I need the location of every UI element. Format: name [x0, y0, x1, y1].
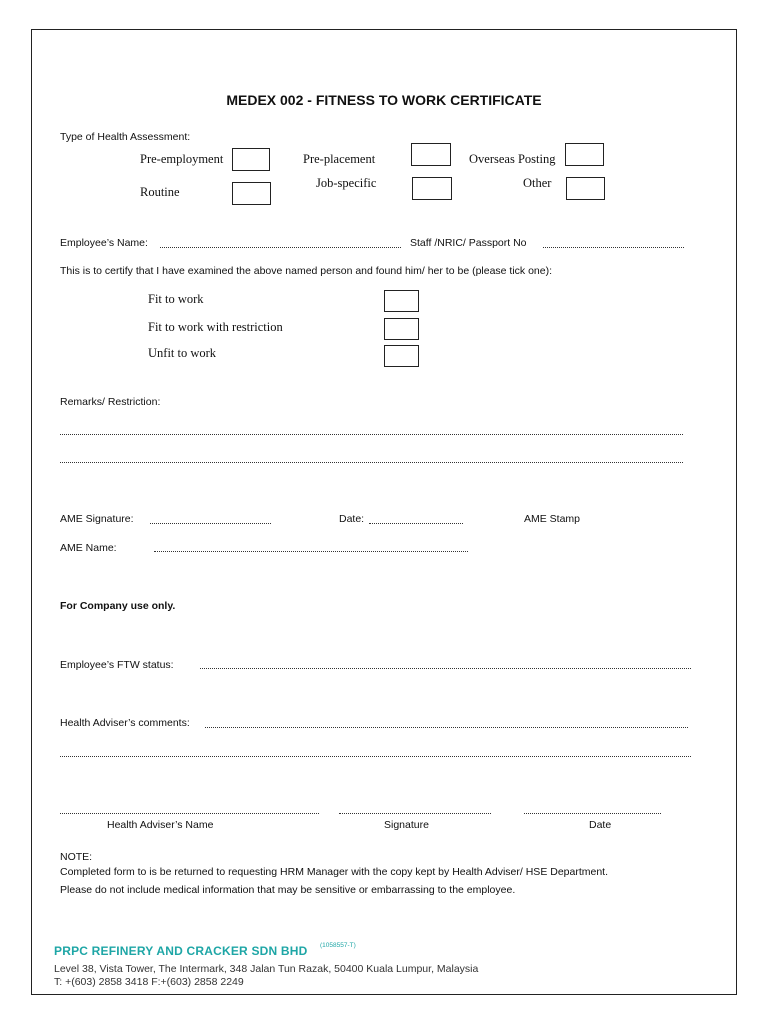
assessment-option-label: Job-specific	[316, 176, 377, 190]
ame-date-label: Date:	[339, 513, 365, 525]
assessment-option-label: Overseas Posting	[469, 152, 556, 166]
ftw-status-field[interactable]	[200, 668, 691, 669]
employee-name-label: Employee’s Name:	[60, 237, 148, 249]
remarks-label: Remarks/ Restriction:	[60, 396, 161, 408]
employee-id-field[interactable]	[543, 247, 684, 248]
unfit-to-work-checkbox[interactable]	[384, 345, 419, 367]
adviser-comments-field[interactable]	[205, 727, 688, 728]
assessment-option-label: Pre-employment	[140, 152, 224, 166]
ame-stamp-label: AME Stamp	[524, 513, 581, 525]
certificate-border	[31, 29, 737, 995]
form-title: MEDEX 002 - FITNESS TO WORK CERTIFICATE	[226, 92, 542, 108]
fit-with-restriction-checkbox[interactable]	[384, 318, 419, 340]
assessment-option-label: Pre-placement	[303, 152, 376, 166]
note-line: Completed form to is be returned to requesting HRM Manager with the copy kept by Health Adviser/ HSE Department.	[60, 866, 609, 878]
company-phone: T: +(603) 2858 3418 F:+(603) 2858 2249	[54, 976, 244, 988]
adviser-date-field[interactable]	[524, 813, 661, 814]
ftw-status-label: Employee’s FTW status:	[60, 659, 174, 671]
remarks-line[interactable]	[60, 462, 683, 463]
note-line: Please do not include medical information that may be sensitive or embarrassing to the employee.	[60, 884, 516, 896]
ame-date-field[interactable]	[369, 523, 463, 524]
other-checkbox[interactable]	[566, 177, 605, 200]
ame-name-label: AME Name:	[60, 542, 117, 554]
ame-name-field[interactable]	[154, 551, 468, 552]
ame-signature-label: AME Signature:	[60, 513, 134, 525]
adviser-date-caption: Date	[589, 819, 612, 831]
company-address: Level 38, Vista Tower, The Intermark, 348 Jalan Tun Razak, 50400 Kuala Lumpur, Malaysia	[54, 963, 479, 975]
adviser-signature-caption: Signature	[384, 819, 429, 831]
adviser-signature-field[interactable]	[339, 813, 491, 814]
company-use-heading: For Company use only.	[60, 600, 176, 612]
pre-placement-checkbox[interactable]	[411, 143, 451, 166]
note-heading: NOTE:	[60, 851, 93, 863]
ame-signature-field[interactable]	[150, 523, 271, 524]
overseas-posting-checkbox[interactable]	[565, 143, 604, 166]
assessment-option-label: Other	[523, 176, 552, 190]
remarks-line[interactable]	[60, 434, 683, 435]
fitness-option-label: Unfit to work	[148, 346, 217, 360]
assessment-label: Type of Health Assessment:	[60, 131, 191, 143]
job-specific-checkbox[interactable]	[412, 177, 452, 200]
pre-employment-checkbox[interactable]	[232, 148, 270, 171]
adviser-name-field[interactable]	[60, 813, 319, 814]
routine-checkbox[interactable]	[232, 182, 271, 205]
assessment-option-label: Routine	[140, 185, 180, 199]
certify-statement: This is to certify that I have examined the above named person and found him/ her to be (please tick one):	[60, 265, 553, 277]
adviser-comments-label: Health Adviser’s comments:	[60, 717, 190, 729]
fitness-option-label: Fit to work with restriction	[148, 320, 283, 334]
adviser-name-caption: Health Adviser’s Name	[107, 819, 214, 831]
fitness-option-label: Fit to work	[148, 292, 204, 306]
company-registration: (1058557-T)	[320, 942, 356, 949]
employee-name-field[interactable]	[160, 247, 401, 248]
adviser-comments-line[interactable]	[60, 756, 691, 757]
company-name: PRPC REFINERY AND CRACKER SDN BHD	[54, 944, 308, 958]
employee-id-label: Staff /NRIC/ Passport No	[410, 237, 527, 249]
fit-to-work-checkbox[interactable]	[384, 290, 419, 312]
